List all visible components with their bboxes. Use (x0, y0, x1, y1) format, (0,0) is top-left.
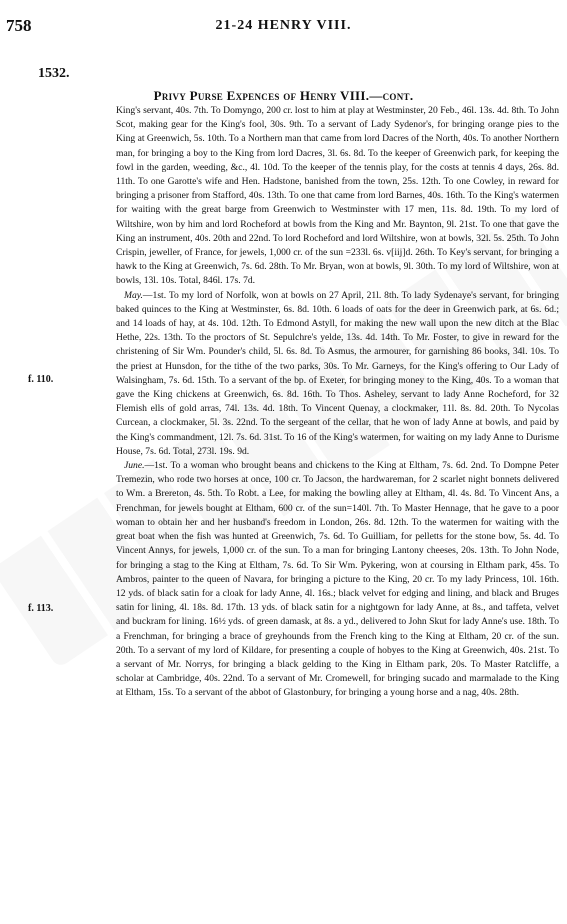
paragraph-may (116, 289, 559, 459)
folio-marker: f. 110. (28, 374, 54, 385)
paragraph-text: —1st. To a woman who brought beans and chickens to the King at Eltham, 7s. 6d. 2nd. To Dompne Peter Tremezin, who rode two horses at once, 100 cr. To Jacson, the hardwareman, for 2 scarlet night bonnets delivered to Wm. a Brereton, 4s. 5th. To Robt. a Lee, for making the bowling alley at Eltham, 4l. 4s. 8d. To Vincent Ans, a Frenchman, for jewels bought at Eltham, 600 cr. of the sun=140l. 7th. To Master Hennage, that he gave to a poor woman to obtain her and her husband's freedom in London, 26s. 8d. 12th. To the watermen for waiting with the great boat when the fish was hunted at Greenwich, 7s. 6d. To Guilliam, for pelletts for the stone bow, 5s. 4d. To Vincent Annys, for jewels, 1,000 cr. of the sun. To a man for bringing Lantony cheeses, 20s. 13th. To John Node, for bringing a stag to the King at Eltham, 7s. 6d. To Sir Wm. Pykering, won at coursing in Eltham park, 45s. To Ambros, painter to the queen of Navara, for bringing a picture to the King, 20 cr. To my lady Princess, 10l. 16th. 12 yds. of black satin for a cloak for lady Anne, 4l. 16s.; black velvet for edging and lining, and black and Bruges satin for lining, 4l. 18s. 8d. 17th. 13 yds. of black satin for a nightgown for lady Anne, at 8s., and taffeta, velvet and buckram for lining. 16½ yds. of green damask, at 8s. a yd., delivered to John Skut for lady Anne's use. 18th. To a Frenchman, for bringing a brace of greyhounds from the French king to the King at Eltham, 20 cr. of the sun. 20th. To a servant of my lord of Kildare, for presenting a couple of hobyes to the King at Greenwich, 40s. 21st. To a servant of Mr. Norrys, for bringing a black gelding to the King in Eltham park, 20s. To Master Ratcliffe, a scholar at Cambridge, 40s. 22nd. To a servant of Mr. Cromewell, for bringing sucado and marmalade to the King at Eltham, 15s. To a servant of the abbot of Glastonbury, for bringing a young horse and a nag, 40s. 28th. (116, 460, 559, 699)
paragraph-june (116, 459, 559, 700)
paragraph-text: —1st. To my lord of Norfolk, won at bowls on 27 April, 21l. 8th. To lady Sydenaye's servant, for bringing baked quinces to the King at Westminster, 6s. 8d. 10th. 6 loads of oats for the deer in Greenwich park, at 6s. 6d.; and 14 loads of hay, at 4s. 10d. 12th. To Edmond Astyll, for making the new wall upon the new ditch at the Blac Hethe, 22s. 13th. To the proctors of St. Sepulchre's yelde, 13s. 4d. 14th. To Mr. Foster, to give in reward for the christening of Sir Wm. Pounder's child, 5l. 6s. 8d. To Asmus, the armourer, for garnishing 86 books, 34l. 10s. To the priest at Hunsdon, for the tithe of the two parks, 30s. To Mr. Garneys, for the King's offering to Our Lady of Walsingham, 7s. 6d. 15th. To a servant of the bp. of Exeter, for bringing money to the King, 40s. To a woman that gave the King chickens at Greenwich, 6s. 8d. 16th. To Thos. Asheley, servant to lady Anne Rocheford, for 32 Flemish ells of gold arras, 74l. 13s. 4d. 18th. To Vincent Quenay, a clockmaker, 11l. 8s. 8d. 20th. To Nycolas Curcean, a clockmaker, 5l. 3s. 22nd. To the sergeant of the cellar, that he won of lady Anne at bowls, and paid by the King's commandment, 12l. 7s. 6d. 31st. To 16 of the King's watermen, for waiting on my lady Anne to Durisme House, 7s. 6d. Total, 273l. 19s. 9d. (116, 289, 559, 457)
running-head: 21-24 HENRY VIII. (215, 18, 352, 33)
document-body (116, 104, 559, 701)
folio-marker: f. 113. (28, 603, 54, 614)
page-number: 758 (6, 16, 32, 35)
section-title: Privy Purse Expences of Henry VIII.—cont. (153, 88, 414, 103)
paragraph-april: King's servant, 40s. 7th. To Domyngo, 200 cr. lost to him at play at Westminster, 20 Feb., 46l. 13s. 4d. 8th. To John Scot, making gear for the King's fool, 30s. 9th. To a servant of Lady Sydenor's, for bringing orange pies to the King at Greenwich, 5s. 10th. To a Northern man that came from lord Dacres of the North, 40s. To another Northern man, for bringing a boy to the King from lord Dacres, 3l. 6s. 8d. To the keeper of Greenwich park, for keeping the fowl in the garden, weeding, &c., 4l. 10d. To the keeper of the tennis play, for the costs at tennis 4 days, 26s. 8d. 11th. To one Garotte's wife and Hen. Hadstone, banished from the town, 25s. 12th. To one Cowley, in reward for bringing a prisoner from Stafford, 40s. 13th. To one that came from lord Barnes, 40s. 16th. To the King's watermen for waiting with the great barge from Greenwich to Westminster with 17 men, 11s. 8d. 19th. To my lord of Wiltshire, won by him and lord Rocheford at bowls from the King and Mr. Baynton, 9l. 21st. To one that gave the King an instrument, 40s. 20th and 22nd. To lord Rocheford and lord Wiltshire, won at bowls, 32l. 5s. 25th. To John Crispin, jeweller, of France, for jewels, 1,000 cr. of the sun =233l. 6s. v[iij]d. 26th. To Key's servant, for bringing a hawk to the King at Greenwich, 7s. 6d. 28th. To Mr. Bryan, won at bowls, 9l. 30th. To my lord of Wiltshire, won at bowls, 13l. 10s. Total, 846l. 17s. 7d. (116, 105, 559, 287)
month-label: June. (124, 460, 145, 472)
year-label: 1532. (38, 66, 70, 81)
month-label: May. (124, 289, 143, 301)
